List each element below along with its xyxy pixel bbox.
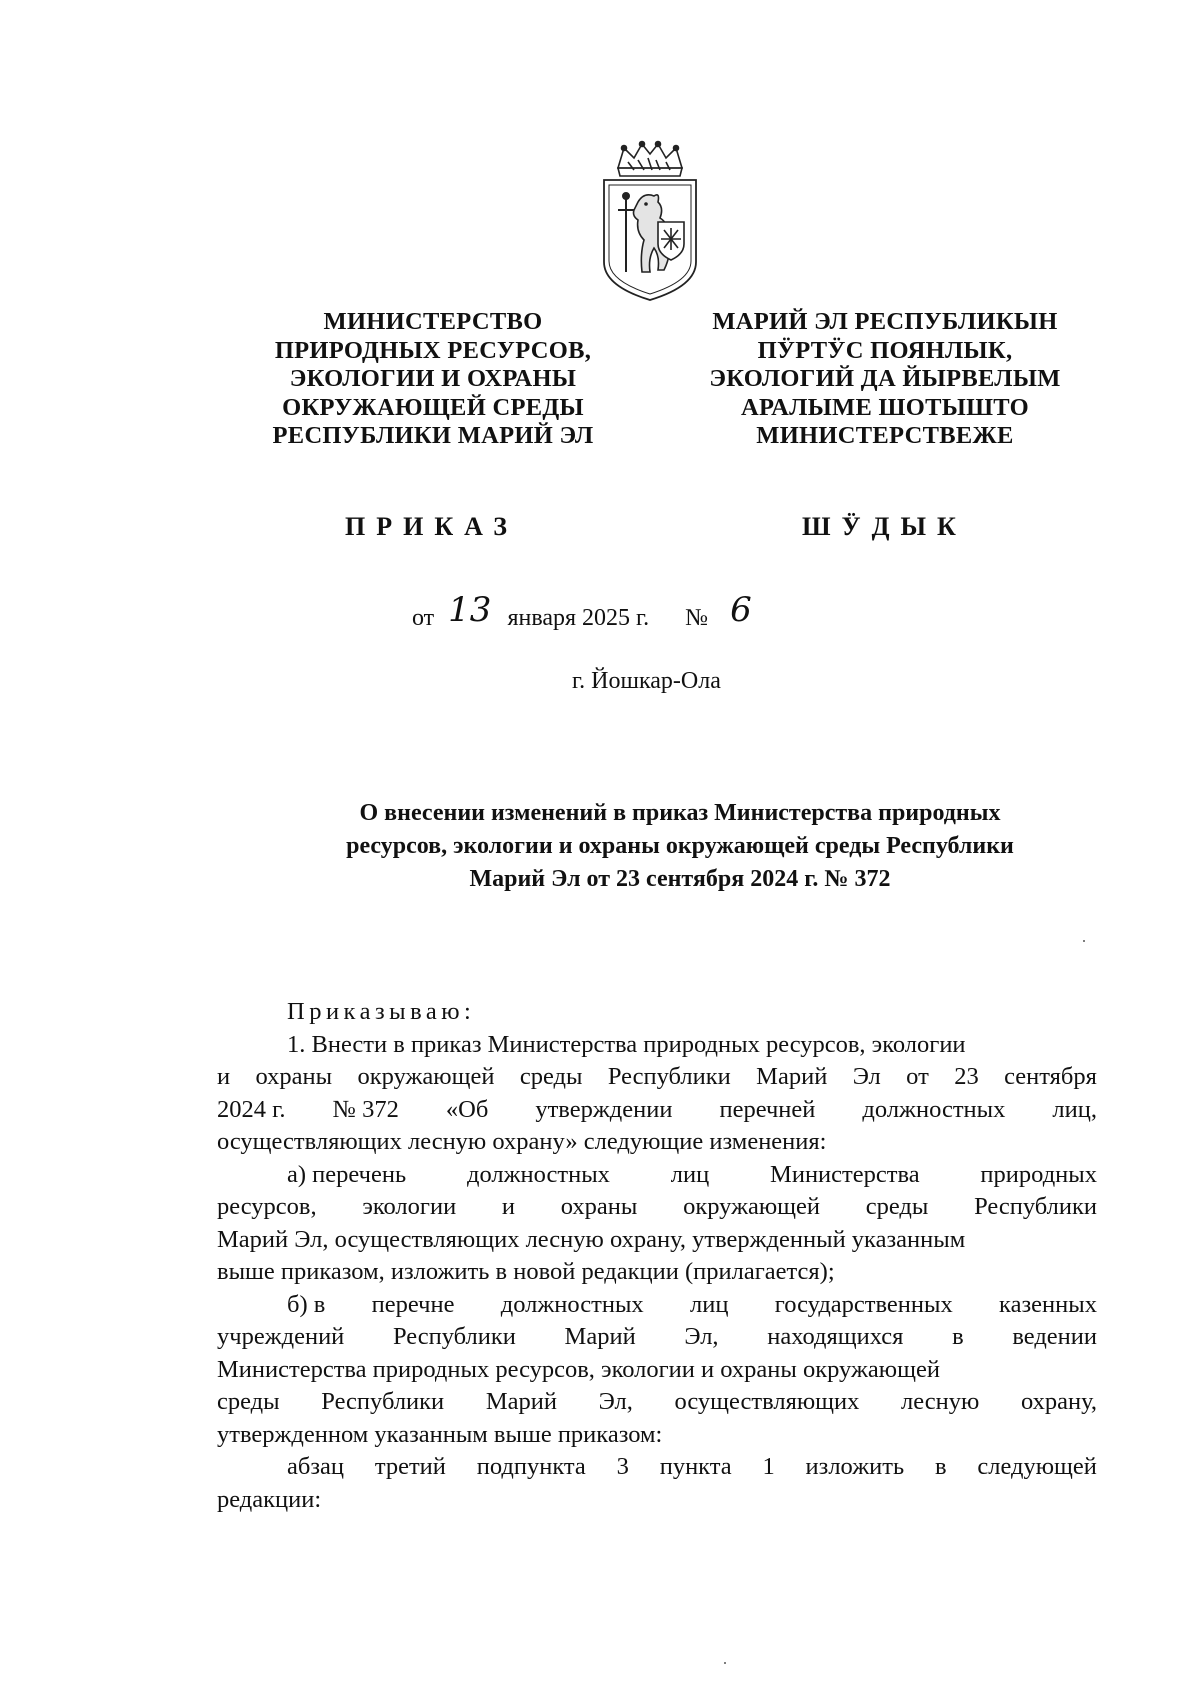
ministry-name-line: ЭКОЛОГИИ И ОХРАНЫ (289, 365, 577, 392)
word: 1 (762, 1453, 775, 1480)
city-line: г. Йошкар-Ола (572, 668, 721, 694)
word: окружающей (683, 1193, 821, 1220)
word: охраны (560, 1193, 638, 1220)
date-number-line (412, 590, 752, 634)
ministry-name-line: АРАЛЫМЕ ШОТЫШТО (741, 393, 1029, 421)
word: в (934, 1453, 947, 1480)
word: казенных (999, 1290, 1097, 1318)
ministry-name-russian (228, 308, 638, 451)
paragraph-b-line: Министерства природных ресурсов, экологии и охраны окружающей (217, 1355, 940, 1383)
word: должностных (500, 1290, 644, 1318)
ministry-name-line: ПРИРОДНЫХ РЕСУРСОВ, (274, 336, 592, 364)
paragraph-a-line: Марий Эл, осуществляющих лесную охрану, утвержденный указанным (217, 1225, 966, 1253)
word: изложить (805, 1453, 905, 1480)
word: б) в (287, 1290, 326, 1318)
word: учреждений (217, 1323, 345, 1350)
word: экологии (362, 1193, 457, 1220)
date-month-year: января 2025 г. (507, 605, 650, 631)
word: лиц, (1052, 1095, 1097, 1123)
paragraph-b-line: утвержденном указанным выше приказом: (217, 1420, 663, 1448)
ministry-name-mari (660, 308, 1110, 451)
number-label: № (685, 605, 709, 631)
word: Эл (852, 1063, 881, 1090)
word: ресурсов, (217, 1193, 317, 1220)
document-type-mari: ШӰДЫК (802, 512, 967, 541)
date-prefix: от (412, 605, 435, 631)
paragraph-1-line: 1. Внести в приказ Министерства природных ресурсов, экологии (287, 1030, 966, 1058)
word: лиц (690, 1290, 729, 1318)
scan-speck (1083, 940, 1085, 942)
ministry-name-line: МИНИСТЕРСТВЕЖЕ (756, 422, 1014, 449)
word: в (952, 1323, 964, 1350)
word: перечне (371, 1290, 455, 1318)
word: государственных (774, 1290, 953, 1318)
paragraph-b-line (217, 1289, 1097, 1322)
paragraph-a-line (217, 1191, 1097, 1224)
paragraph-b-line (217, 1386, 1097, 1419)
word: 3 (616, 1453, 629, 1480)
word: № 372 (332, 1095, 399, 1123)
document-subject (200, 797, 1160, 896)
document-type-russian: ПРИКАЗ (345, 512, 519, 541)
word: находящихся (767, 1323, 904, 1350)
word: окружающей (357, 1063, 495, 1090)
word: Марий (485, 1388, 557, 1415)
paragraph-b-line (217, 1321, 1097, 1354)
word: и (217, 1063, 231, 1090)
paragraph-1-line (217, 1061, 1097, 1094)
word: перечней (719, 1095, 816, 1123)
paragraph-a-line: выше приказом, изложить в новой редакции (прилагается); (217, 1258, 835, 1285)
order-word: Приказываю: (287, 998, 476, 1025)
word: среды (519, 1063, 583, 1090)
paragraph-1-line: осуществляющих лесную охрану» следующие изменения: (217, 1128, 827, 1155)
ministry-name-line: МАРИЙ ЭЛ РЕСПУБЛИКЫН (712, 308, 1058, 335)
word: пункта (659, 1453, 732, 1480)
word: Республики (392, 1323, 516, 1350)
word: лиц (670, 1160, 710, 1188)
scan-speck (724, 1662, 726, 1664)
paragraph-c-line: редакции: (217, 1485, 322, 1513)
word: охраны (255, 1063, 333, 1090)
handwritten-day: 13 (448, 590, 492, 630)
ministry-name-line: ЭКОЛОГИЙ ДА ЙЫРВЕЛЫМ (709, 365, 1061, 392)
word: должностных (466, 1160, 610, 1188)
word: 2024 г. (217, 1095, 286, 1123)
word: Республики (321, 1388, 445, 1415)
word: сентября (1004, 1063, 1097, 1090)
subject-line: Марий Эл от 23 сентября 2024 г. № 372 (469, 866, 891, 892)
word: среды (217, 1388, 280, 1415)
paragraph-c-line (217, 1451, 1097, 1484)
paragraph-1-line (217, 1094, 1097, 1127)
ministry-name-line: РЕСПУБЛИКИ МАРИЙ ЭЛ (272, 422, 594, 449)
subject-line: О внесении изменений в приказ Министерства природных (359, 800, 1001, 826)
word: от (906, 1063, 929, 1090)
word: «Об (445, 1095, 489, 1123)
word: среды (865, 1193, 929, 1220)
coat-of-arms-icon (598, 140, 702, 302)
word: Эл, (598, 1388, 633, 1415)
word: утверждении (535, 1095, 673, 1123)
document-body (217, 996, 1097, 1516)
ministry-name-line: ОКРУЖАЮЩЕЙ СРЕДЫ (282, 393, 584, 421)
ministry-name-line: МИНИСТЕРСТВО (323, 308, 543, 335)
word: Министерства (770, 1160, 920, 1188)
word: Республики (607, 1063, 731, 1090)
paragraph-a-line (217, 1159, 1097, 1192)
word: охрану, (1020, 1388, 1097, 1415)
handwritten-number: 6 (730, 590, 752, 630)
word: Марий (756, 1063, 828, 1090)
word: лесную (901, 1388, 980, 1415)
word: а) перечень (287, 1160, 407, 1188)
word: подпункта (476, 1453, 586, 1480)
subject-line: ресурсов, экологии и охраны окружающей среды Республики (346, 833, 1014, 859)
word: должностных (862, 1095, 1006, 1123)
word: ведении (1012, 1323, 1097, 1350)
word: Эл, (684, 1323, 719, 1350)
ministry-name-line: ПӰРТӰС ПОЯНЛЫК, (757, 336, 1013, 364)
word: природных (980, 1160, 1097, 1188)
word: третий (374, 1453, 446, 1480)
word: следующей (977, 1453, 1097, 1480)
word: и (501, 1193, 516, 1220)
word: Марий (564, 1323, 636, 1350)
word: абзац (287, 1453, 345, 1480)
word: 23 (954, 1063, 979, 1090)
word: Республики (974, 1193, 1097, 1220)
word: осуществляющих (674, 1388, 860, 1415)
